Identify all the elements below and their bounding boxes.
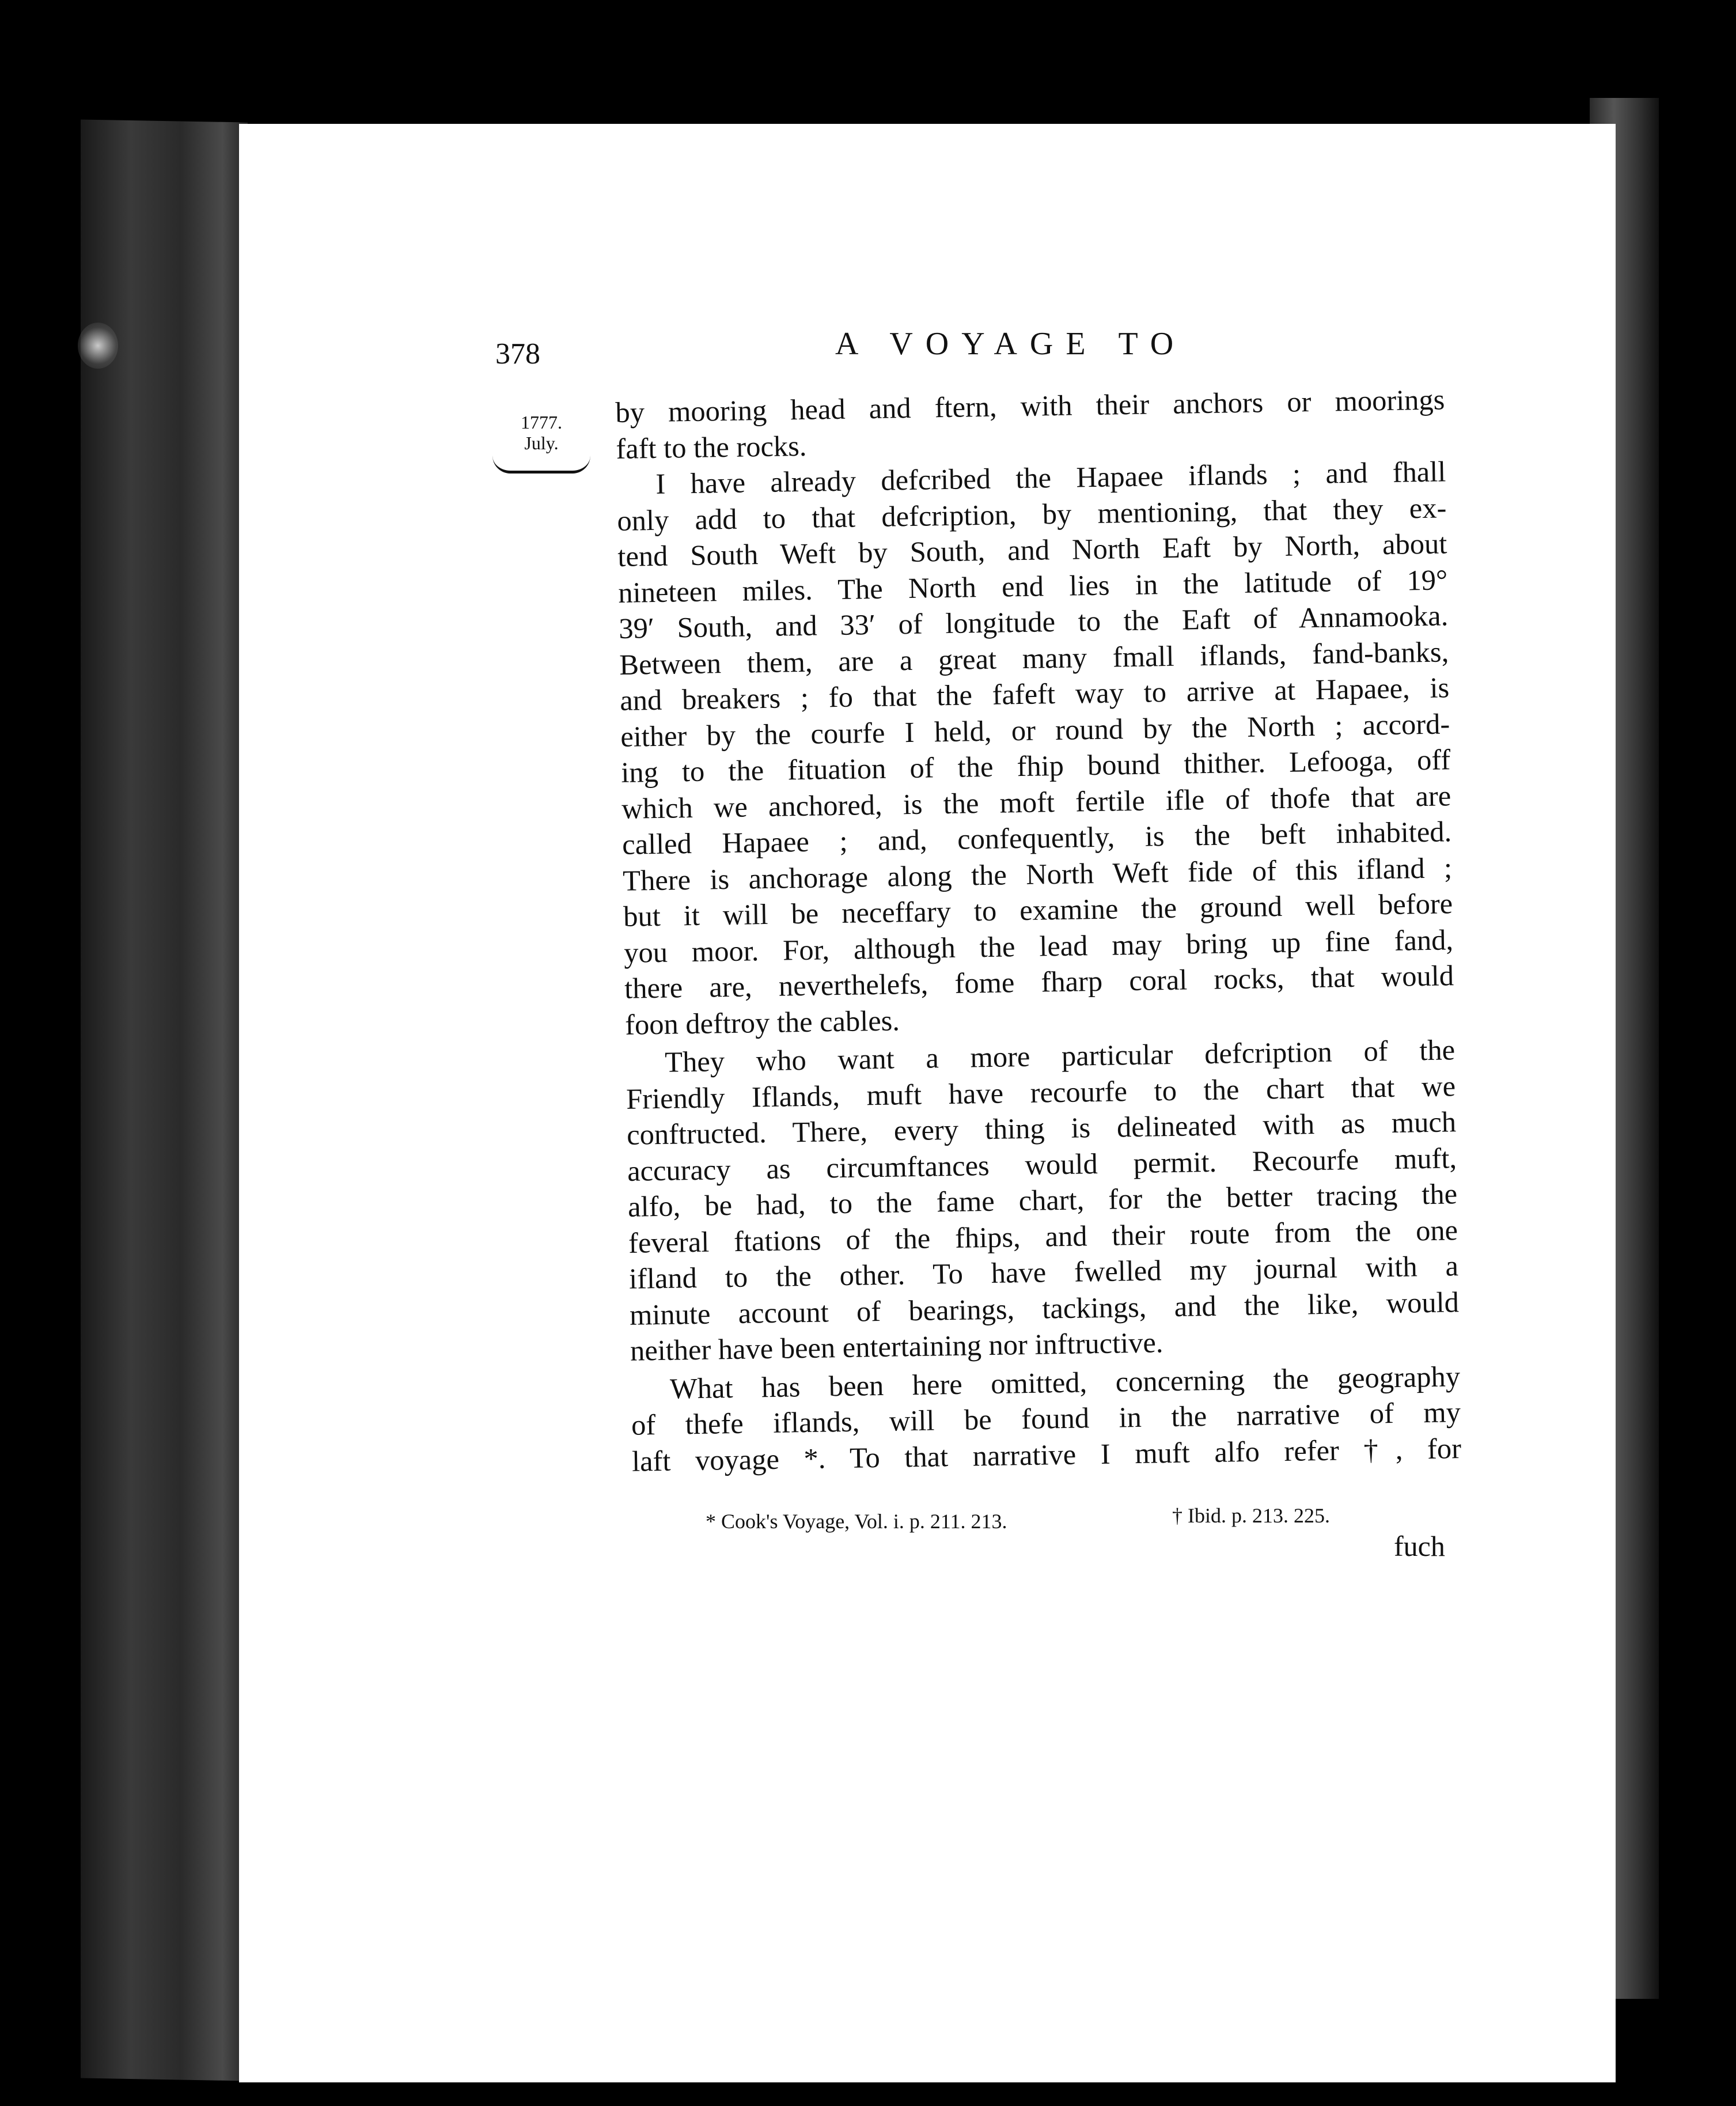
text-line: ing to the fituation of the fhip bound thither. Lefooga, off: [620, 743, 1451, 789]
footnote: * Cook's Voyage, Vol. i. p. 211. 213.: [706, 1510, 1007, 1533]
running-title: A VOYAGE TO: [835, 326, 1187, 362]
footnote: † Ibid. p. 213. 225.: [1172, 1504, 1330, 1527]
text-line: of thefe iflands, will be found in the narrative of my: [631, 1396, 1461, 1441]
text-line: called Hapaee ; and, confequently, is the beft inhabited.: [621, 815, 1452, 861]
text-line: 39′ South, and 33′ of longitude to the Eaft of Annamooka.: [618, 599, 1449, 645]
scan-glare: [78, 323, 118, 369]
text-line: Friendly Iflands, muft have recourfe to the chart that we: [626, 1069, 1456, 1115]
text-line: by mooring head and ftern, with their anchors or moorings: [615, 383, 1445, 429]
page-number: 378: [495, 338, 540, 370]
text-line: either by the courfe I held, or round by the North ; accord-: [620, 707, 1450, 753]
margin-month: July.: [524, 433, 559, 453]
margin-year: 1777.: [521, 412, 562, 433]
margin-date-note: [492, 412, 590, 474]
text-line: I have already defcribed the Hapaee iflands ; and fhall: [655, 455, 1446, 500]
text-line: alfo, be had, to the fame chart, for the better tracing the: [627, 1177, 1458, 1223]
catchword: fuch: [1394, 1530, 1445, 1562]
text-line: you moor. For, although the lead may bring up fine fand,: [623, 923, 1454, 969]
text-line: tend South Weft by South, and North Eaft by North, about: [617, 527, 1447, 573]
text-line: and breakers ; fo that the fafeft way to arrive at Hapaee, is: [619, 671, 1450, 717]
running-head: [495, 325, 1590, 377]
text-line: There is anchorage along the North Weft fide of this ifland ;: [622, 851, 1453, 897]
text-line: They who want a more particular defcription of the: [664, 1033, 1455, 1078]
text-line: but it will be neceffary to examine the ground well before: [623, 887, 1453, 933]
text-line: foon deftroy the cables.: [624, 1003, 900, 1041]
text-line: there are, neverthelefs, fome fharp coral rocks, that would: [624, 959, 1454, 1005]
text-line: conftructed. There, every thing is delineated with as much: [626, 1105, 1457, 1151]
text-line: faft to the rocks.: [616, 429, 807, 465]
text-line: neither have been entertaining nor inftructive.: [630, 1326, 1163, 1367]
text-line: accuracy as circumftances would permit. Recourfe muft,: [627, 1141, 1457, 1187]
text-line: Between them, are a great many fmall iflands, fand-banks,: [619, 635, 1449, 681]
text-line: What has been here omitted, concerning the geography: [669, 1359, 1461, 1405]
text-line: which we anchored, is the moft fertile ifle of thofe that are: [621, 779, 1451, 825]
text-line: ifland to the other. To have fwelled my journal with a: [628, 1249, 1459, 1295]
brace-icon: [492, 456, 590, 474]
text-line: laft voyage *. To that narrative I muft alfo refer †, for: [631, 1431, 1462, 1478]
book-edge-left: [81, 119, 248, 2081]
text-line: minute account of bearings, tackings, and the like, would: [629, 1285, 1460, 1331]
text-line: feveral ftations of the fhips, and their route from the one: [628, 1213, 1458, 1259]
text-line: only add to that defcription, by mentioning, that they ex-: [616, 491, 1447, 537]
text-line: nineteen miles. The North end lies in the latitude of 19°: [617, 563, 1448, 609]
body-text: [615, 381, 1461, 1479]
